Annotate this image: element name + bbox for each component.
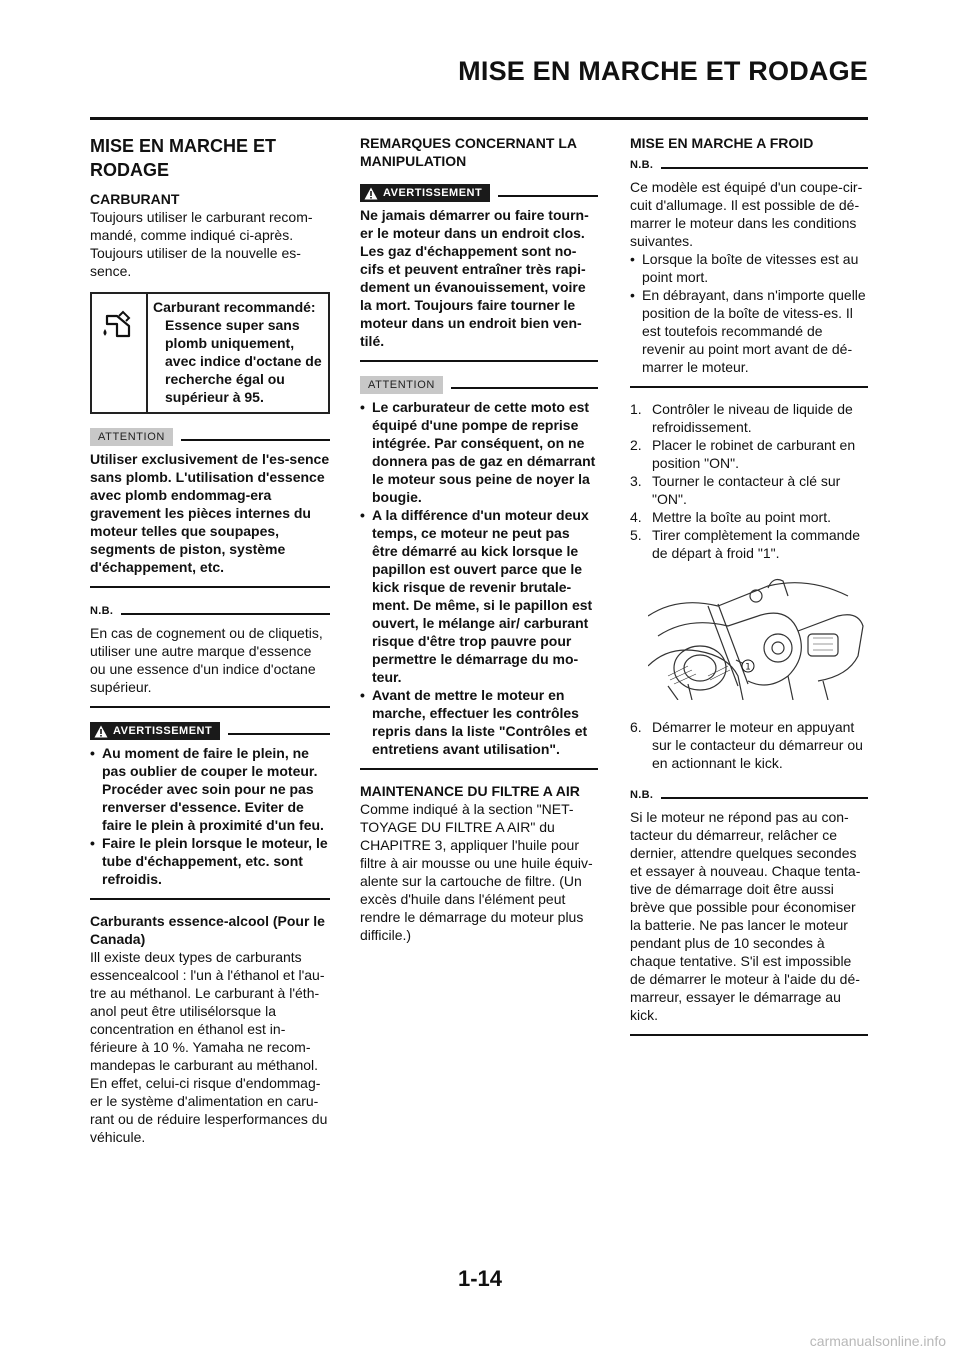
column-1 [90, 134, 330, 1146]
fuel-box-line: supérieur à 95. [165, 389, 264, 405]
warning-badge [90, 722, 220, 740]
fuel-icon-cell [92, 294, 148, 412]
warning-badge [360, 184, 490, 202]
page-header [90, 56, 868, 87]
step-text: Contrôler le niveau de liquide de refroidissement. [652, 401, 853, 435]
divider [451, 387, 598, 389]
column-3 [630, 134, 868, 1048]
callout-label: 1 [745, 662, 751, 673]
divider [228, 733, 330, 735]
step-text: Mettre la boîte au point mort. [652, 509, 831, 525]
warning-header [360, 184, 598, 202]
list-item [630, 400, 868, 436]
nb-text: Si le moteur ne répond pas au con-tacteur du démarreur, relâcher ce dernier, attendre quelques secondes et essayer à nouveau. Chaque tenta-tive de démarrage doit être aussi brève que possible pour économiser la batterie. Ne pas lancer le moteur pendant plus de 10 secondes à chaque tentative. S'il est impossible de démarrer le moteur à l'aide du dé-marreur, essayer le démarrage au kick. [630, 809, 861, 1023]
warning-label: AVERTISSEMENT [383, 187, 483, 199]
divider [360, 768, 598, 770]
list-item [630, 436, 868, 472]
step-number: 6. [630, 719, 642, 735]
divider [90, 706, 330, 708]
step-text: Tirer complètement la commande de départ à froid "1". [652, 527, 861, 561]
step-number: 2. [630, 437, 642, 453]
list-item [630, 508, 868, 526]
step-text: Tourner le contacteur à clé sur "ON". [652, 473, 841, 507]
fuel-box-line: recherche égal ou [165, 371, 285, 387]
list-item: • En débrayant, dans n'importe quelle position de la boîte de vitess-es. Il est toutefois recommandé de revenir au point mort avant de dé-marrer le moteur. [630, 286, 868, 376]
divider [90, 898, 330, 900]
step-text: Démarrer le moteur en appuyant sur le contacteur du démarreur ou en actionnant le kick. [652, 719, 863, 771]
nb-list [630, 250, 868, 376]
step-number: 5. [630, 527, 642, 543]
divider [630, 1034, 868, 1036]
nb-text: En cas de cognement ou de cliquetis, utiliser une autre marque d'essence ou une essence d'un indice d'octane supérieur. [90, 625, 323, 695]
nb-label: N.B. [630, 159, 654, 171]
fuel-box-line: Essence super sans [165, 317, 300, 333]
attention-badge: ATTENTION [360, 376, 443, 394]
warning-label: AVERTISSEMENT [113, 725, 213, 737]
nb-header [630, 156, 868, 174]
nb-header [90, 602, 330, 620]
attention-header [360, 376, 598, 394]
fuel-box-line: avec indice d'octane de [165, 353, 322, 369]
warning-triangle-icon [364, 187, 378, 200]
carburetor-illustration [648, 576, 868, 700]
column-2 [360, 134, 598, 944]
attention-header [90, 428, 330, 446]
section-title: MISE EN MARCHE ET RODAGE [90, 136, 277, 180]
nb-header [630, 786, 868, 804]
divider [90, 586, 330, 588]
cold-start-heading: MISE EN MARCHE A FROID [630, 135, 814, 151]
alcohol-heading: Carburants essence-alcool (Pour le Canada) [90, 913, 325, 947]
fuel-text: Toujours utiliser le carburant recom-mandé, comme indiqué ci-après. Toujours utiliser de la nouvelle es-sence. [90, 209, 313, 279]
divider [121, 613, 330, 615]
list-item: • Lorsque la boîte de vitesses est au point mort. [630, 250, 868, 286]
list-item [630, 718, 868, 772]
watermark: carmanualsonline.info [809, 1333, 946, 1349]
page-number: 1-14 [457, 1266, 503, 1291]
list-item: • Le carburateur de cette moto est équipé d'une pompe de reprise intégrée. Par conséquent, on ne donnera pas de gaz en démarrant le moteur sous peine de noyer la bougie. [360, 398, 598, 506]
attention-badge: ATTENTION [90, 428, 173, 446]
fuel-heading: CARBURANT [90, 191, 180, 207]
divider [630, 386, 868, 388]
fuel-box-text [148, 294, 328, 412]
fuel-box-label: Carburant recommandé: [153, 299, 316, 315]
recommended-fuel-box [90, 292, 330, 414]
divider [661, 797, 868, 799]
list-item: • Avant de mettre le moteur en marche, effectuer les contrôles repris dans la liste "Contrôles et entretiens avant utilisation". [360, 686, 598, 758]
handling-heading: REMARQUES CONCERNANT LA MANIPULATION [360, 135, 577, 169]
divider [360, 360, 598, 362]
attention-text: Utiliser exclusivement de l'es-sence sans plomb. L'utilisation d'essence avec plomb endommag-era gravement les pièces internes du moteur telles que soupapes, segments de piston, système d'échappement, etc. [90, 451, 330, 575]
header-rule [90, 117, 868, 120]
step-number: 3. [630, 473, 642, 489]
list-item: • A la différence d'un moteur deux temps, ce moteur ne peut pas être démarré au kick lorsque le papillon est ouvert parce que le kick risque de revenir brutale-ment. De même, si le papillon est ouvert, le mélange air/ carburant risque d'être trop pauvre pour permettre le démarrage du mo-teur. [360, 506, 598, 686]
page-title: MISE EN MARCHE ET RODAGE [458, 56, 868, 86]
warning-header [90, 722, 330, 740]
alcohol-text: Ill existe deux types de carburants essencealcool : l'un à l'éthanol et l'au-tre au méthanol. Le carburant à l'éth-anol peut être utilisélorsque la concentration en éthanol est in-férieure à 10 %. Yamaha ne recom-mandepas le carburant au méthanol. En effet, celui-ci risque d'endommag-er le système d'alimentation en caru-rant ou de réduire lesperformances du véhicule. [90, 949, 328, 1145]
warning-triangle-icon [94, 725, 108, 738]
step-text: Placer le robinet de carburant en position "ON". [652, 437, 856, 471]
divider [661, 167, 868, 169]
step-number: 1. [630, 401, 642, 417]
warning-text: Ne jamais démarrer ou faire tourn-er le moteur dans un endroit clos. Les gaz d'échappement sont no-cifs et peuvent entraîner très rapi-dement un évanouissement, voire la mort. Toujours faire tourner le moteur dans un endroit bien ven-tilé. [360, 207, 589, 349]
list-item [630, 472, 868, 508]
nb-label: N.B. [90, 605, 114, 617]
list-item: • Au moment de faire le plein, ne pas oublier de couper le moteur. Procéder avec soin pour ne pas renverser d'essence. Eviter de faire le plein à proximité d'un feu. [90, 744, 330, 834]
steps-list [630, 400, 868, 562]
nb-text: Ce modèle est équipé d'un coupe-cir-cuit d'allumage. Il est possible de dé-marrer le moteur dans les conditions suivantes. [630, 179, 863, 249]
steps-list-continued [630, 718, 868, 772]
list-item [630, 526, 868, 562]
divider [181, 439, 330, 441]
warning-list [90, 744, 330, 888]
divider [498, 195, 598, 197]
nb-label: N.B. [630, 789, 654, 801]
filter-heading: MAINTENANCE DU FILTRE A AIR [360, 783, 580, 799]
list-item: • Faire le plein lorsque le moteur, le tube d'échappement, etc. sont refroidis. [90, 834, 330, 888]
fuel-box-line: plomb uniquement, [165, 335, 295, 351]
filter-text: Comme indiqué à la section "NET-TOYAGE DU FILTRE A AIR" du CHAPITRE 3, appliquer l'huile pour filtre à air mousse ou une huile équiv-alente sur la cartouche de filtre. (Un excès d'huile dans l'élément peut rendre le démarrage du moteur plus difficile.) [360, 801, 593, 943]
step-number: 4. [630, 509, 642, 525]
attention-list [360, 398, 598, 758]
fuel-pump-icon [99, 310, 139, 342]
